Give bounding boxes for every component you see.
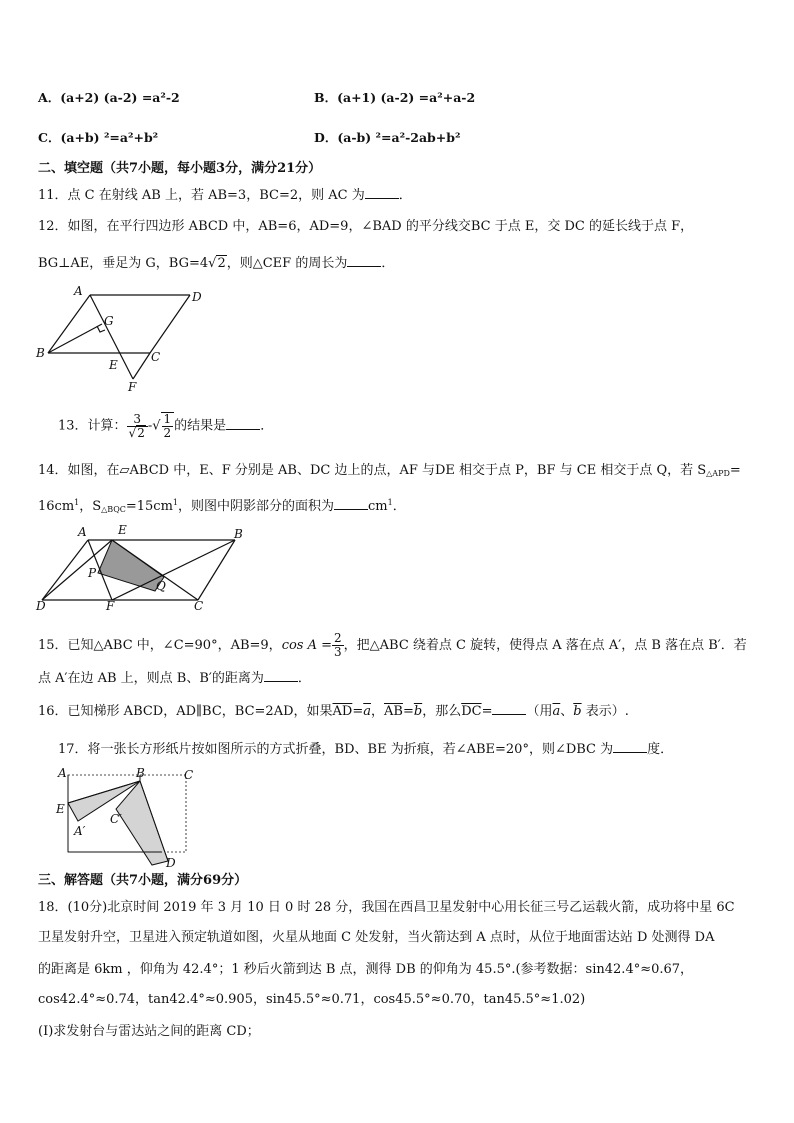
- question-13-prefix: 13．计算：: [58, 418, 127, 434]
- vector-a: $\overline{a}$: [363, 704, 371, 719]
- equals-sign: =: [729, 463, 741, 478]
- sqrt-radicand: 2: [217, 256, 226, 271]
- cos-a: cos A =: [281, 638, 333, 653]
- unit-exponent: 1: [74, 498, 80, 507]
- label-e: E: [118, 523, 127, 537]
- question-16: [38, 703, 629, 721]
- fraction-2-over-3: $\frac{2}{3}$: [334, 631, 342, 659]
- question-17: [58, 741, 673, 759]
- question-15-line-1: [38, 632, 747, 659]
- equals-sign: =: [402, 704, 414, 719]
- question-15-line-2: 点 A′在边 AB 上，则点 B、B′的距离为 ．: [38, 671, 311, 686]
- label-a: A: [74, 284, 83, 298]
- label-a: A: [78, 525, 87, 539]
- question-14-text-b: ，则图中阴影部分的面积为: [178, 499, 335, 514]
- separator: 、: [560, 704, 574, 719]
- question-15-text-a: 15．已知△ABC 中，∠C=90°，AB=9，: [38, 638, 282, 653]
- answer-blank: [365, 198, 399, 199]
- area-apd-value: 16cm: [38, 499, 75, 514]
- label-e: E: [109, 358, 118, 372]
- vector-b: $\overline{b}$: [413, 704, 423, 719]
- question-14-line-2: $16cm^1$，$S_{\triangle BQC}=15cm^1$，则图中阴影部分的面积为 $cm^1$．: [38, 498, 406, 514]
- label-c: C: [194, 599, 204, 613]
- use-text: （用: [526, 704, 553, 719]
- unit-cm: cm: [368, 499, 388, 514]
- figure-folded-rectangle: [52, 765, 202, 870]
- label-b: B: [136, 766, 145, 780]
- question-18-line-3: 的距离是 6km ，仰角为 42.4°；1 秒后火箭到达 B 点，测得 DB 的仰角为 45.5°.(参考数据：sin42.4°≈0.67，: [38, 962, 694, 977]
- answer-blank: [264, 681, 298, 682]
- answer-blank: [334, 509, 368, 510]
- question-13-suffix: 的结果是: [174, 418, 227, 434]
- figure-parallelogram-shaded: [30, 522, 260, 614]
- question-12-text-a: BG⊥AE，垂足为 G，BG=4: [38, 256, 209, 271]
- question-16-text: 16．已知梯形 ABCD，AD∥BC，BC=2AD，如果: [38, 704, 333, 719]
- label-c: C: [151, 350, 161, 364]
- subscript-bqc: △BQC: [101, 505, 126, 514]
- answer-blank: [347, 266, 381, 267]
- answer-blank: [613, 752, 647, 753]
- figure-parallelogram-abcd: [30, 283, 210, 395]
- question-12-line-1: 12．如图，在平行四边形 ABCD 中，AB=6，AD=9，∠BAD 的平分线交BC 于点 E，交 DC 的延长线于点 F，: [38, 219, 694, 234]
- question-14-text-a: 14．如图，在▱ABCD 中，E、F 分别是 AB、DC 边上的点，AF 与DE 相交于点 P，BF 与 CE 相交于点 Q，若 S: [38, 463, 707, 478]
- question-18-part-1: (Ⅰ)求发射台与雷达站之间的距离 CD；: [38, 1024, 260, 1039]
- label-a: A: [58, 766, 67, 780]
- label-g: G: [104, 314, 114, 328]
- label-d: D: [192, 290, 202, 304]
- subscript-apd: △APD: [706, 469, 730, 478]
- then-text: ，那么: [422, 704, 462, 719]
- vector-a: $\overline{a}$: [552, 704, 561, 719]
- question-17-text: 17．将一张长方形纸片按如图所示的方式折叠，BD、BE 为折痕，若∠ABE=20°，则∠DBC 为: [58, 742, 614, 757]
- comma: ，: [370, 704, 384, 719]
- vector-ad: $\overline{AD}$: [332, 704, 353, 719]
- express-text: 表示）.: [581, 704, 629, 719]
- unit-degree: 度．: [647, 742, 674, 757]
- question-18-line-4: cos42.4°≈0.74，tan42.4°≈0.905，sin45.5°≈0.71，cos45.5°≈0.70，tan45.5°≈1.02): [38, 992, 586, 1007]
- area-bqc-value: =15cm: [125, 499, 173, 514]
- unit-exponent: 1: [172, 498, 179, 507]
- label-q: Q: [156, 579, 166, 593]
- option-a: A．(a+2) (a-2) =a²-2: [38, 90, 180, 105]
- question-12-text-b: ，则△CEF 的周长为: [226, 256, 348, 271]
- question-18-line-1: 18．(10分)北京时间 2019 年 3 月 10 日 0 时 28 分，我国在西昌卫星发射中心用长征三号乙运载火箭，成功将中星 6C: [38, 900, 735, 915]
- question-15-text-c: 点 A′在边 AB 上，则点 B、B′的距离为: [38, 671, 264, 686]
- fraction-3-over-sqrt2: $\frac{3}{√2}$: [127, 413, 148, 440]
- label-c: C: [184, 768, 194, 782]
- label-a-prime: A′: [74, 824, 86, 838]
- question-15-text-b: ，把△ABC 绕着点 C 旋转，使得点 A 落在点 A′，点 B 落在点 B′．若: [343, 638, 747, 653]
- comma-s: ，S: [79, 499, 102, 514]
- question-18-line-2: 卫星发射升空，卫星进入预定轨道如图，火星从地面 C 处发射，当火箭达到 A 点时，从位于地面雷达站 D 处测得 DA: [38, 930, 715, 945]
- label-d: D: [36, 599, 46, 613]
- label-b: B: [36, 346, 45, 360]
- label-f: F: [128, 380, 137, 394]
- sqrt-one-half: $\frac{1}{2}$: [161, 412, 175, 440]
- answer-blank: [492, 714, 526, 715]
- equals-sign: =: [352, 704, 364, 719]
- vector-dc: $\overline{DC}$: [461, 704, 482, 719]
- vector-b: $\overline{b}$: [573, 704, 582, 719]
- option-c: C．(a+b) ²=a²+b²: [38, 130, 159, 145]
- question-11: 11．点 C 在射线 AB 上，若 AB=3，BC=2，则 AC 为 ．: [38, 188, 412, 203]
- label-f: F: [106, 599, 115, 613]
- equals-sign: =: [481, 704, 493, 719]
- label-b: B: [234, 527, 243, 541]
- vector-ab: $\overline{AB}$: [384, 704, 403, 719]
- unit-exponent: 1: [387, 498, 393, 507]
- label-d: D: [166, 856, 176, 870]
- answer-blank: [226, 429, 260, 430]
- option-b: B．(a+1) (a-2) =a²+a-2: [314, 90, 476, 105]
- question-12-line-2: BG⊥AE，垂足为 G，BG=4√2，则△CEF 的周长为 ．: [38, 256, 395, 271]
- section-2-heading: 二、填空题（共7小题，每小题3分，满分21分）: [38, 161, 322, 176]
- section-3-heading: 三、解答题（共7小题，满分69分）: [38, 873, 248, 888]
- label-p: P: [88, 566, 97, 580]
- question-13: 13．计算： $\frac{3}{√2}$ -√ $\frac{1}{2}$ 的结果是 ．: [58, 411, 274, 440]
- label-c-prime: C′: [110, 812, 122, 826]
- option-d: D．(a-b) ²=a²-2ab+b²: [314, 130, 461, 145]
- label-e: E: [56, 802, 65, 816]
- question-11-text: 11．点 C 在射线 AB 上，若 AB=3，BC=2，则 AC 为: [38, 188, 365, 203]
- question-14-line-1: [38, 462, 741, 483]
